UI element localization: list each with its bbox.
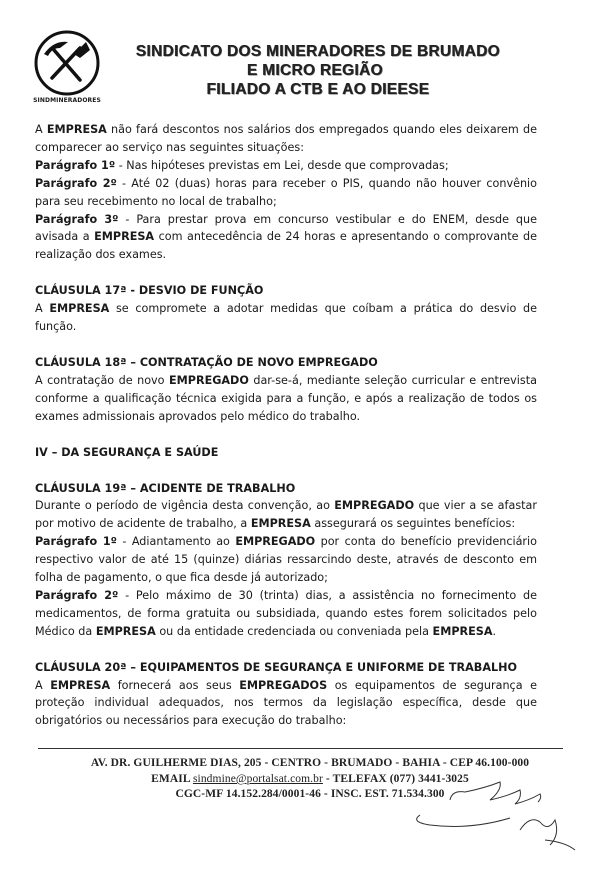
footer-registration: CGC-MF 14.152.284/0001-46 - INSC. EST. 71.534.300 [175,788,445,800]
clause-20-text: A EMPRESA fornecerá aos seus EMPREGADOS os equipamentos de segurança e proteção individual adequados, nos termos da legislação específica, desde que obrigatórios ou necessários para execução do trabalho: [35,678,537,728]
document-body [35,121,537,730]
footer-divider [38,748,563,749]
clause-20-heading: CLÁUSULA 20ª – EQUIPAMENTOS DE SEGURANÇA E UNIFORME DE TRABALHO [35,660,517,674]
header-region: E MICRO REGIÃO [247,62,383,79]
clause-19-text: Durante o período de vigência desta convenção, ao EMPREGADO que vier a se afastar por motivo de acidente de trabalho, a EMPRESA assegurará os seguintes benefícios: [35,499,537,531]
clause-18-heading: CLÁUSULA 18ª – CONTRATAÇÃO DE NOVO EMPREGADO [35,355,378,369]
clause-19-heading: CLÁUSULA 19ª – ACIDENTE DE TRABALHO [35,481,296,495]
logo-caption: SINDMINERADORES [33,97,101,104]
paragraph-1: Parágrafo 1º - Nas hipóteses previstas em Lei, desde que comprovadas; [35,158,449,172]
footer-contact: EMAIL sindmine@portalsat.com.br - TELEFAX (077) 3441-3025 [151,773,469,785]
header-affiliation: FILIADO A CTB E AO DIEESE [206,81,430,98]
handwritten-signature [390,760,590,860]
clause-17-text: A EMPRESA se compromete a adotar medidas que coíbam a prática do desvio de função. [35,302,537,334]
union-logo [30,28,104,110]
clause-19-paragraph-2: Parágrafo 2º - Pelo máximo de 30 (trinta) dias, a assistência no fornecimento de medicamentos, de forma gratuita ou subsidiada, quando estes forem solicitados pelo Médico da EMPRESA ou da entidade credenciada ou conveniada pela EMPRESA. [35,588,537,638]
clause-19-paragraph-1: Parágrafo 1º - Adiantamento ao EMPREGADO por conta do benefício previdenciário respectivo valor de até 15 (quinze) diárias ressarcindo deste, através de desconto em folha de pagamento, o que fica desde já autorizado; [35,535,537,585]
paragraph-2: Parágrafo 2º - Até 02 (duas) horas para receber o PIS, quando não houver convênio para seu recebimento no local de trabalho; [35,176,537,208]
paragraph-3: Parágrafo 3º - Para prestar prova em concurso vestibular e do ENEM, desde que avisada a EMPRESA com antecedência de 24 horas e apresentando o comprovante de realização dos exames. [35,212,537,262]
header-union-name: SINDICATO DOS MINERADORES DE BRUMADO [135,43,501,60]
clause-17-heading: CLÁUSULA 17ª - DESVIO DE FUNÇÃO [35,284,264,298]
section-4-heading: IV – DA SEGURANÇA E SAÚDE [35,445,219,459]
footer-address: AV. DR. GUILHERME DIAS, 205 - CENTRO - BRUMADO - BAHIA - CEP 46.100-000 [90,757,530,769]
clause-18-text: A contratação de novo EMPREGADO dar-se-á, mediante seleção curricular e entrevista conforme a qualificação técnica exigida para a função, e após a realização de todos os exames admissionais aprovados pelo médico do trabalho. [35,373,537,423]
intro-paragraph: A EMPRESA não fará descontos nos salários dos empregados quando eles deixarem de comparecer ao serviço nas seguintes situações: [35,123,537,154]
footer-email-link[interactable]: sindmine@portalsat.com.br [192,773,323,785]
pickaxe-shovel-icon [30,28,104,98]
